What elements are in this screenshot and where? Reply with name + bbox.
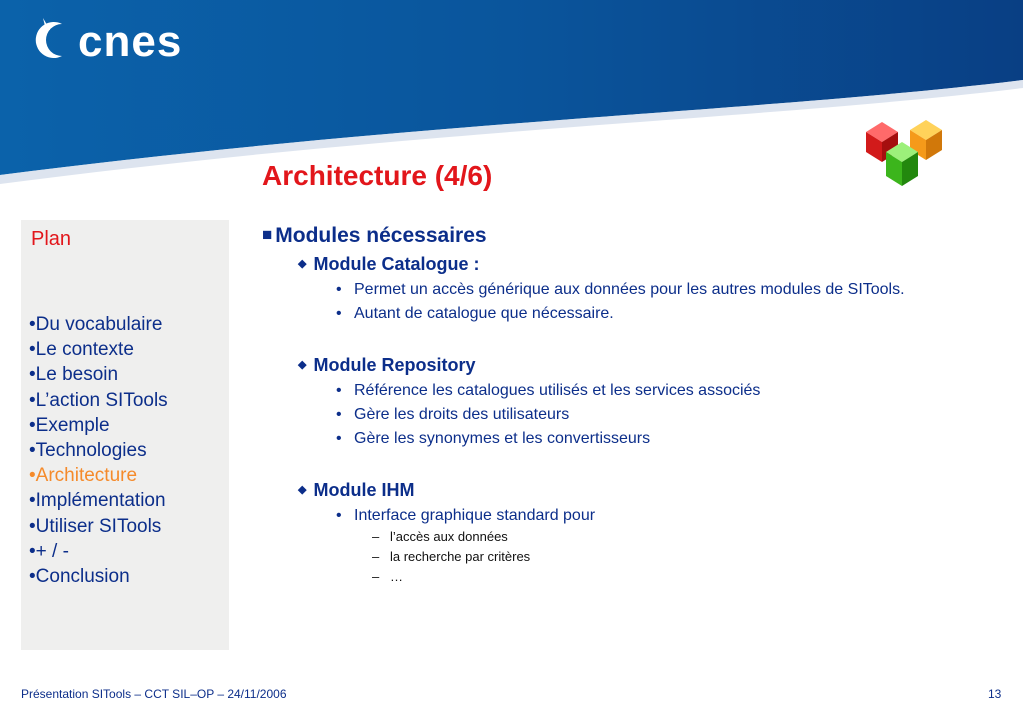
plan-list	[29, 312, 168, 589]
cubes-icon	[862, 118, 952, 190]
slide-content	[262, 224, 962, 585]
dot-bullet-icon: •	[336, 406, 342, 423]
dot-bullet-icon: •	[336, 507, 342, 524]
plan-item-exemple: •Exemple	[29, 414, 110, 436]
plan-panel	[21, 220, 229, 650]
plan-item-conclusion: •Conclusion	[29, 566, 130, 588]
diamond-bullet-icon: ◆	[298, 258, 307, 270]
plan-item-plus-moins: •+ / -	[29, 540, 69, 562]
plan-item-utiliser-sitools: •Utiliser SITools	[29, 515, 162, 537]
dot-bullet-icon: •	[336, 430, 342, 447]
module-repository-bullet-1: • Référence les catalogues utilisés et les services associés	[336, 382, 761, 399]
footer-text: Présentation SITools – CCT SIL–OP – 24/11/2006	[21, 687, 287, 701]
cnes-logo-text: cnes	[78, 17, 183, 66]
plan-item-implementation: •Implémentation	[29, 490, 166, 512]
main-heading-text: Modules nécessaires	[275, 224, 487, 247]
page-number: 13	[988, 687, 1002, 701]
module-repository-bullet-3: • Gère les synonymes et les convertisseurs	[336, 430, 651, 447]
slide-title: Architecture (4/6)	[262, 160, 493, 191]
square-bullet-icon: ■	[262, 225, 273, 244]
plan-title: Plan	[31, 228, 72, 250]
diamond-bullet-icon: ◆	[298, 484, 307, 496]
plan-item-action-sitools: •L’action SITools	[29, 389, 168, 411]
module-ihm-title: ◆ Module IHM	[298, 480, 415, 500]
dot-bullet-icon: •	[336, 281, 342, 298]
plan-item-besoin: •Le besoin	[29, 364, 119, 386]
module-catalogue-bullet-2: • Autant de catalogue que nécessaire.	[336, 305, 614, 322]
dash-bullet-icon: –	[372, 549, 380, 564]
module-repository-title: ◆ Module Repository	[298, 355, 476, 375]
module-catalogue-bullet-1: • Permet un accès générique aux données pour les autres modules de SITools.	[336, 281, 905, 298]
module-ihm-subbullet-1: – l’accès aux données	[372, 529, 508, 544]
dash-bullet-icon: –	[372, 569, 380, 584]
plan-item-vocabulaire: •Du vocabulaire	[29, 314, 163, 335]
module-ihm-subbullet-2: – la recherche par critères	[372, 549, 531, 564]
plan-item-contexte: •Le contexte	[29, 339, 134, 361]
module-ihm-bullet-1: • Interface graphique standard pour	[336, 507, 596, 524]
dash-bullet-icon: –	[372, 529, 380, 544]
module-repository-bullet-2: • Gère les droits des utilisateurs	[336, 406, 570, 423]
diamond-bullet-icon: ◆	[298, 359, 307, 371]
module-ihm-subbullet-3: – …	[372, 569, 403, 584]
plan-item-architecture: •Architecture	[29, 465, 138, 487]
plan-item-technologies: •Technologies	[29, 440, 147, 462]
cnes-logo-icon	[26, 14, 76, 64]
main-heading	[262, 224, 962, 248]
dot-bullet-icon: •	[336, 305, 342, 322]
dot-bullet-icon: •	[336, 382, 342, 399]
module-catalogue-title: ◆ Module Catalogue :	[298, 254, 480, 274]
